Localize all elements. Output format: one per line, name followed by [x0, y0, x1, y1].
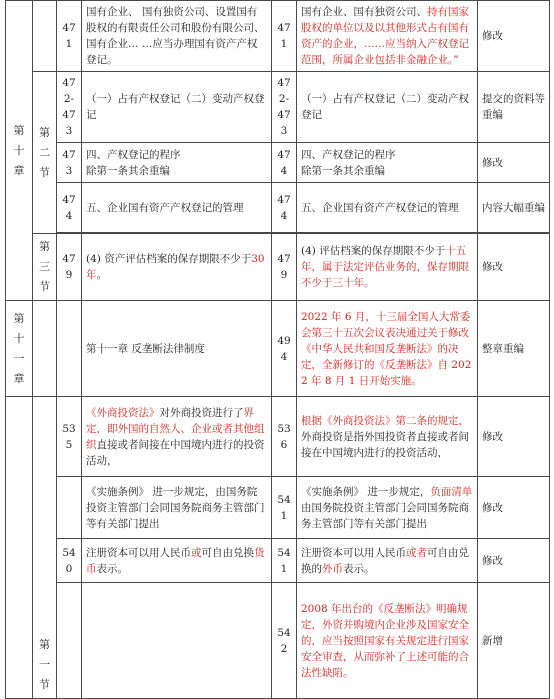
new-page: 536 — [272, 397, 297, 477]
old-text: 国有企业、 国有独资公司、设置国有股权的有限责任公司和股份有限公司、国有企业… …应当办理国有资产产权登记。 — [82, 1, 272, 72]
new-page: 541 — [272, 477, 297, 539]
table-row — [6, 183, 550, 233]
new-page: 479 — [272, 234, 297, 301]
change-note: 新增 — [478, 583, 550, 699]
change-note: 修改 — [478, 397, 550, 477]
table-row — [6, 539, 550, 583]
new-text: 四、产权登记的程序 除第一条其余重编 — [297, 143, 478, 183]
old-text: 四、产权登记的程序 除第一条其余重编 — [82, 143, 272, 183]
table-row — [6, 583, 550, 699]
new-text: (4) 评估档案的保存期限不少于十五年，属于法定评估业务的，保存期限不少于三十年。 — [297, 234, 478, 301]
chapter-cell-empty — [6, 397, 33, 699]
new-page: 494 — [272, 301, 297, 397]
new-page: 542 — [272, 583, 297, 699]
section-cell — [33, 234, 57, 301]
table-row — [6, 477, 550, 539]
new-text: 五、企业国有资产产权登记的管理 — [297, 183, 478, 233]
chapter-cell — [6, 301, 33, 397]
old-page: 535 — [57, 397, 82, 477]
new-page: 472-473 — [272, 72, 297, 143]
old-text: 《实施条例》 进一步规定，由国务院投资主管部门会同国务院商务主管部门等有关部门提出 — [82, 477, 272, 539]
old-text: 第十一章 反垄断法律制度 — [82, 301, 272, 397]
old-page: 471 — [57, 1, 82, 72]
old-page: 473 — [57, 143, 82, 183]
old-page: 472-473 — [57, 72, 82, 143]
new-page: 541 — [272, 539, 297, 583]
change-note: 修改 — [478, 143, 550, 183]
new-text: 国有企业、国有独资公司、持有国家股权的单位以及以其他形式占有国有资产的企业，……应当纳入产权登记范围，所属企业包括非金融企业。” — [297, 1, 478, 72]
change-note: 修改 — [478, 234, 550, 301]
chapter-label: 第十章 — [13, 123, 25, 177]
new-text: 根据《外商投资法》第二条的规定，外商投资是指外国投资者直接或者间接在中国境内进行的投资活动， — [297, 397, 478, 477]
section-cell-empty — [33, 301, 57, 397]
section-cell — [33, 72, 57, 234]
old-page-empty — [57, 477, 82, 539]
new-page: 474 — [272, 183, 297, 233]
table-row — [6, 143, 550, 183]
table-row — [6, 301, 550, 397]
new-text: 《实施条例》 进一步规定，负面清单由国务院投资主管部门会同国务院商务主管部门等有关部门提出 — [297, 477, 478, 539]
section-label: 第二节 — [39, 125, 50, 179]
table-row — [6, 397, 550, 477]
old-text: 五、企业国有资产产权登记的管理 — [82, 183, 272, 233]
new-page: 474 — [272, 143, 297, 183]
section-label: 第一节 — [39, 638, 50, 691]
section-label: 第三节 — [39, 240, 50, 293]
table-row — [6, 234, 550, 301]
old-text: (4) 资产评估档案的保存期限不少于30年。 — [82, 234, 272, 301]
change-note: 整章重编 — [478, 301, 550, 397]
old-page: 540 — [57, 539, 82, 583]
change-note: 内容大幅重编 — [478, 183, 550, 233]
new-page: 471 — [272, 1, 297, 72]
section-cell-empty — [33, 1, 57, 72]
chapter-label: 第十一章 — [13, 311, 25, 385]
new-text: 2022 年 6 月，十三届全国人大常委会第三十五次会议表决通过关于修改《中华人民共和国反垄断法》的决定，全新修订的《反垄断法》自 2022 年 8 月 1 日开始实施。 — [297, 301, 478, 397]
old-text: （一）占有产权登记（二）变动产权登记 — [82, 72, 272, 143]
change-note: 修改 — [478, 539, 550, 583]
change-note: 提交的资料等重编 — [478, 72, 550, 143]
chapter-cell — [6, 1, 33, 301]
old-page-empty — [57, 301, 82, 397]
new-text: （一）占有产权登记（二）变动产权登记 — [297, 72, 478, 143]
comparison-table — [5, 0, 550, 699]
table-row — [6, 1, 550, 72]
old-page: 479 — [57, 234, 82, 301]
change-note: 修改 — [478, 1, 550, 72]
old-text: 《外商投资法》对外商投资进行了界定，即外国的自然人、企业或者其他组织直接或者间接在中国境内进行的投资活动， — [82, 397, 272, 477]
old-page-empty — [57, 583, 82, 699]
old-text: 注册资本可以用人民币或可自由兑换货币表示。 — [82, 539, 272, 583]
new-text: 2008 年出台的《反垄断法》明确规定，外资并购境内企业涉及国家安全的，应当按照国家有关规定进行国家安全审查，从而弥补了上述可能的合法性缺陷。 — [297, 583, 478, 699]
change-note: 修改 — [478, 477, 550, 539]
old-text-empty — [82, 583, 272, 699]
new-text: 注册资本可以用人民币或者可自由兑换的外币表示。 — [297, 539, 478, 583]
section-cell — [33, 397, 57, 699]
old-page: 474 — [57, 183, 82, 233]
table-row — [6, 72, 550, 143]
